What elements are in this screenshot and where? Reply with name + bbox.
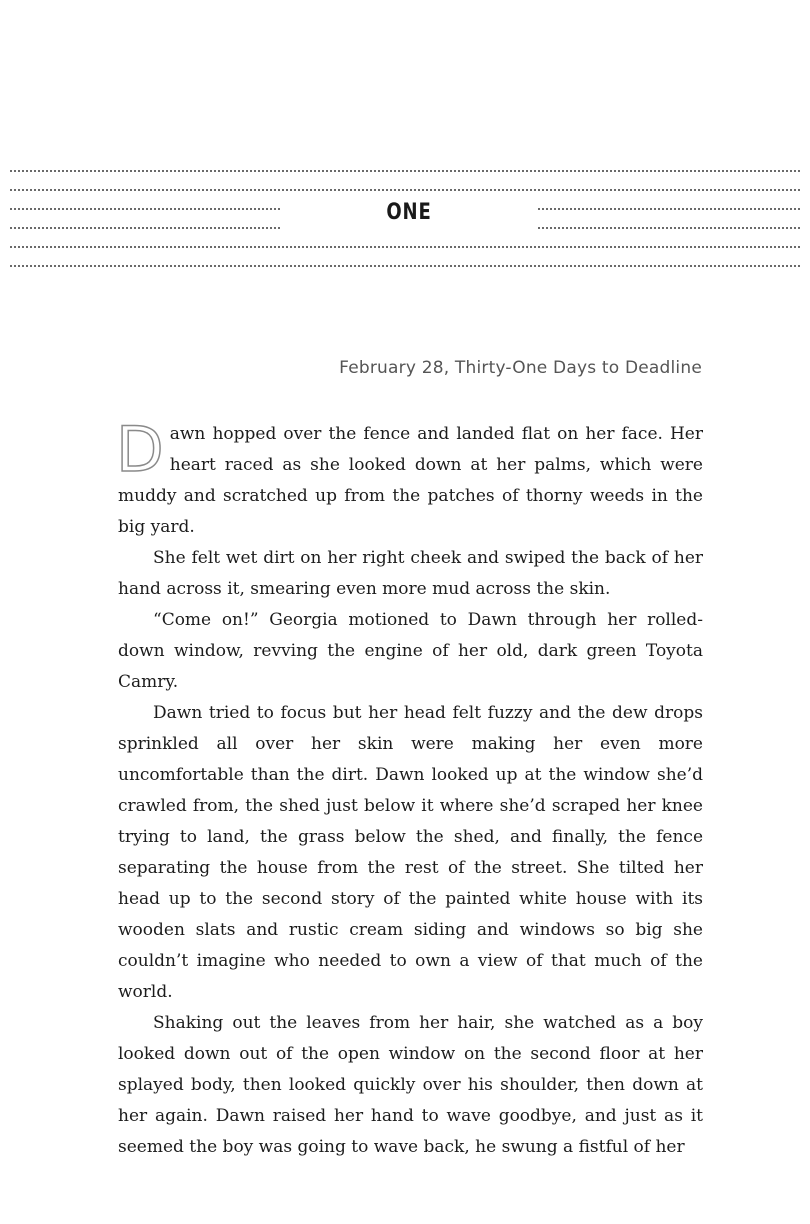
dotted-rule [10, 265, 800, 267]
dotted-rule [10, 208, 280, 210]
chapter-dateline: February 28, Thirty-One Days to Deadline [339, 358, 702, 378]
dotted-rule [10, 170, 800, 172]
dotted-rule [10, 246, 800, 248]
dotted-rule [538, 227, 800, 229]
chapter-body [116, 413, 703, 1163]
dotted-rule [538, 208, 800, 210]
paragraph [116, 413, 703, 543]
dotted-rule [10, 227, 280, 229]
dotted-rule [10, 189, 800, 191]
chapter-title: ONE [386, 200, 432, 225]
paragraph: Dawn tried to focus but her head felt fuzzy and the dew drops sprinkled all over her skin were making her even more uncomfortable than the dirt. Dawn looked up at the window she’d crawled from, the shed just below it where she’d scraped her knee trying to land, the grass below the shed, and finally, the fence separating the house from the rest of the street. She tilted her head up to the second story of the painted white house with its wooden slats and rustic cream siding and windows so big she couldn’t imagine who needed to own a view of that much of the world. [118, 703, 703, 1002]
paragraph-text: awn hopped over the fence and landed flat on her face. Her heart raced as she looked down at her palms, which were muddy and scratched up from the patches of thorny weeds in the big yard. [118, 424, 703, 537]
paragraph: Shaking out the leaves from her hair, she watched as a boy looked down out of the open window on the second floor at her splayed body, then looked quickly over his shoulder, then down at her again. Dawn raised her hand to wave goodbye, and just as it seemed the boy was going to wave back, he swung a fistful of her [118, 1013, 703, 1157]
paragraph: “Come on!” Georgia motioned to Dawn through her rolled-down window, revving the engine of her old, dark green Toyota Camry. [118, 610, 703, 692]
drop-cap: D [116, 413, 164, 486]
paragraph: She felt wet dirt on her right cheek and swiped the back of her hand across it, smearing even more mud across the skin. [118, 548, 703, 599]
